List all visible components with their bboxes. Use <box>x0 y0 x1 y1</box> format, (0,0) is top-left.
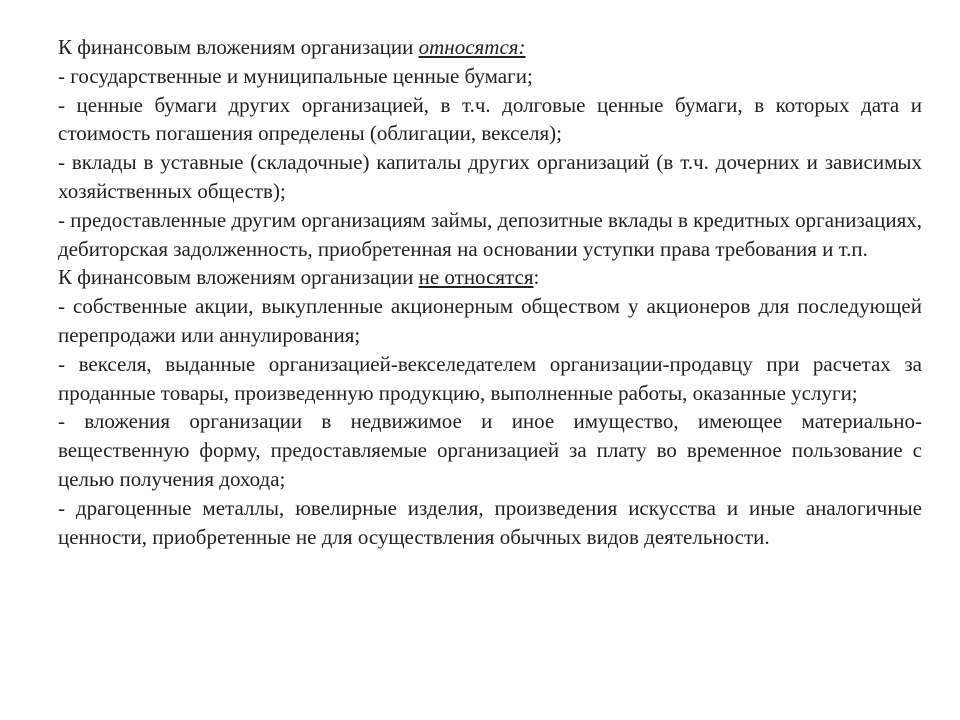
excluded-heading-prefix: К финансовым вложениям организации <box>58 265 419 290</box>
excluded-item: - собственные акции, выкупленные акционерным обществом у акционеров для последующей перепродажи или аннулирования; <box>58 294 922 347</box>
excluded-item: - вложения организации в недвижимое и иное имущество, имеющее материально-вещественную форму, предоставляемые организацией за плату во временное пользование с целью получения дохода; <box>58 409 922 491</box>
included-item: - вклады в уставные (складочные) капиталы других организаций (в т.ч. дочерних и зависимых хозяйственных обществ); <box>58 150 922 203</box>
excluded-heading-suffix: : <box>533 265 540 290</box>
included-heading-prefix: К финансовым вложениям организации <box>58 35 419 59</box>
excluded-item: - векселя, выданные организацией-векселедателем организации-продавцу при расчетах за проданные товары, произведенную продукцию, выполненные работы, оказанные услуги; <box>58 351 922 405</box>
included-item: - ценные бумаги других организацией, в т.ч. долговые ценные бумаги, в которых дата и стоимость погашения определены (облигации, векселя); <box>58 92 922 146</box>
excluded-item: - драгоценные металлы, ювелирные изделия, произведения искусства и иные аналогичные ценности, приобретенные не для осуществления обычных видов деятельности. <box>58 495 922 549</box>
excluded-heading-emphasis: не относятся <box>418 265 534 290</box>
included-item: - предоставленные другим организациям займы, депозитные вклады в кредитных организациях, дебиторская задолженность, приобретенная на основании уступки права требования и т.п. <box>58 207 923 261</box>
included-heading <box>58 33 922 62</box>
included-heading-emphasis: относятся: <box>418 35 526 59</box>
included-item: - государственные и муниципальные ценные бумаги; <box>58 63 533 88</box>
slide-body <box>58 33 922 551</box>
excluded-heading <box>58 263 922 292</box>
